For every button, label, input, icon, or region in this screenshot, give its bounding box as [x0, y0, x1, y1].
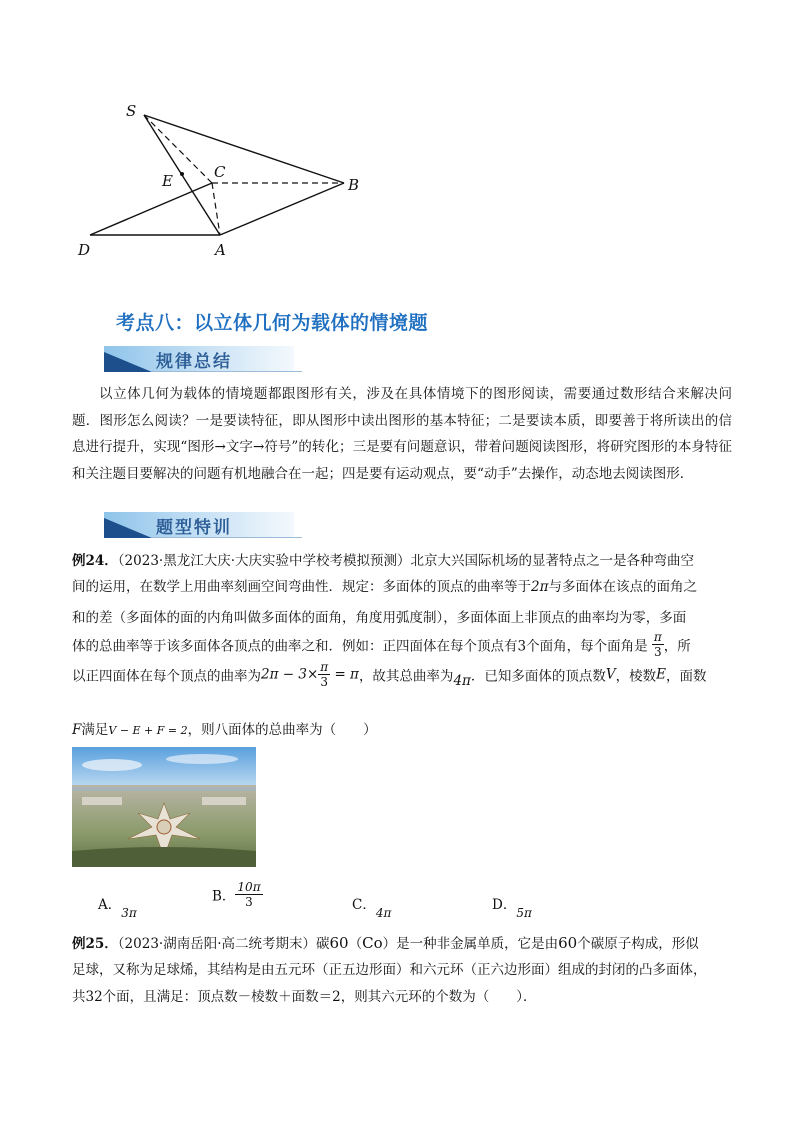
banner-practice — [104, 512, 304, 538]
edge-SC — [144, 115, 212, 183]
label-A: A — [215, 241, 226, 259]
label-D: D — [78, 241, 91, 259]
example25-line1: 例25．（2023·湖南岳阳·高二统考期末）碳60（Co）是一种非金属单质，它是由60个碳原子构成，形似 — [72, 934, 699, 952]
label-B: B — [348, 176, 360, 194]
fraction-pi-over-3: $\frac{\pi}{3}$ — [653, 630, 662, 659]
label-E: E — [162, 172, 173, 190]
option-C[interactable]: C．4π — [352, 897, 392, 920]
banner-triangle-icon — [104, 518, 152, 538]
summary-paragraph: 以立体几何为载体的情境题都跟图形有关，涉及在具体情境下的图形阅读，需要通过数形结合来解决问题．图形怎么阅读？一是要读特征，即从图形中读出图形的基本特征；二是要读本质，即要善于将所读出的信息进行提升，实现“图形→文字→符号”的转化；三是要有问题意识，带着问题阅读图形，将研究图形的本身特征和关注题目要解决的问题有机地融合在一起；四是要有运动观点，要“动手”去操作，动态地去阅读图形． — [72, 386, 732, 482]
example24-line5: 以正四面体在每个顶点的曲率为2π − 3× $\frac{\pi}{3}$ = π，故其总曲率为4π．已知多面体的顶点数V，棱数E，面数 — [72, 660, 707, 689]
point-E — [180, 172, 184, 176]
section-title: 考点八：以立体几何为载体的情境题 — [116, 312, 429, 334]
label-C: C — [214, 163, 226, 181]
example25-line2: 足球，又称为足球烯，其结构是由五元环（正五边形面）和六元环（正六边形面）组成的封闭的凸多面体， — [72, 962, 707, 978]
banner-practice-label: 题型特训 — [156, 518, 232, 538]
banner-triangle-icon — [104, 352, 152, 372]
edge-CA — [212, 183, 220, 235]
option-A[interactable]: A．3π — [98, 897, 137, 920]
fraction-10pi-over-3: $\frac{10\pi}{3}$ — [237, 880, 261, 909]
pyramid-figure — [70, 95, 370, 265]
example24-line6: F满足V − E + F = 2，则八面体的总曲率为（ ） — [72, 722, 377, 738]
example24-line4: 体的总曲率等于该多面体各顶点的曲率之和．例如：正四面体在每个顶点有3个面角，每个面角是 $\frac{\pi}{3}$ ，所 — [72, 630, 691, 659]
edge-DC — [90, 183, 212, 235]
example25-label: 例25． — [72, 936, 118, 952]
edge-AB — [220, 183, 344, 235]
banner-summary — [104, 346, 304, 372]
example24-line1: 例24．（2023·黑龙江大庆·大庆实验中学校考模拟预测）北京大兴国际机场的显著特点之一是各种弯曲空 — [72, 553, 694, 569]
example25-line3: 共32个面，且满足：顶点数－棱数＋面数＝2，则其六元环的个数为（ ）． — [72, 989, 537, 1005]
example24-line3: 和的差（多面体的面的内角叫做多面体的面角，角度用弧度制），多面体面上非顶点的曲率均为零，多面 — [72, 610, 687, 626]
fraction-pi-over-3: $\frac{\pi}{3}$ — [320, 660, 329, 689]
option-D[interactable]: D．5π — [492, 897, 532, 920]
label-S: S — [126, 102, 137, 120]
option-B[interactable]: B． $\frac{10\pi}{3}$ — [212, 880, 261, 909]
edge-SB — [144, 115, 344, 183]
example24-label: 例24． — [72, 553, 118, 569]
banner-summary-label: 规律总结 — [156, 352, 232, 372]
example24-line2: 间的运用，在数学上用曲率刻画空间弯曲性．规定：多面体的顶点的曲率等于2π与多面体在该点的面角之 — [72, 579, 697, 595]
airport-photo — [72, 747, 256, 867]
